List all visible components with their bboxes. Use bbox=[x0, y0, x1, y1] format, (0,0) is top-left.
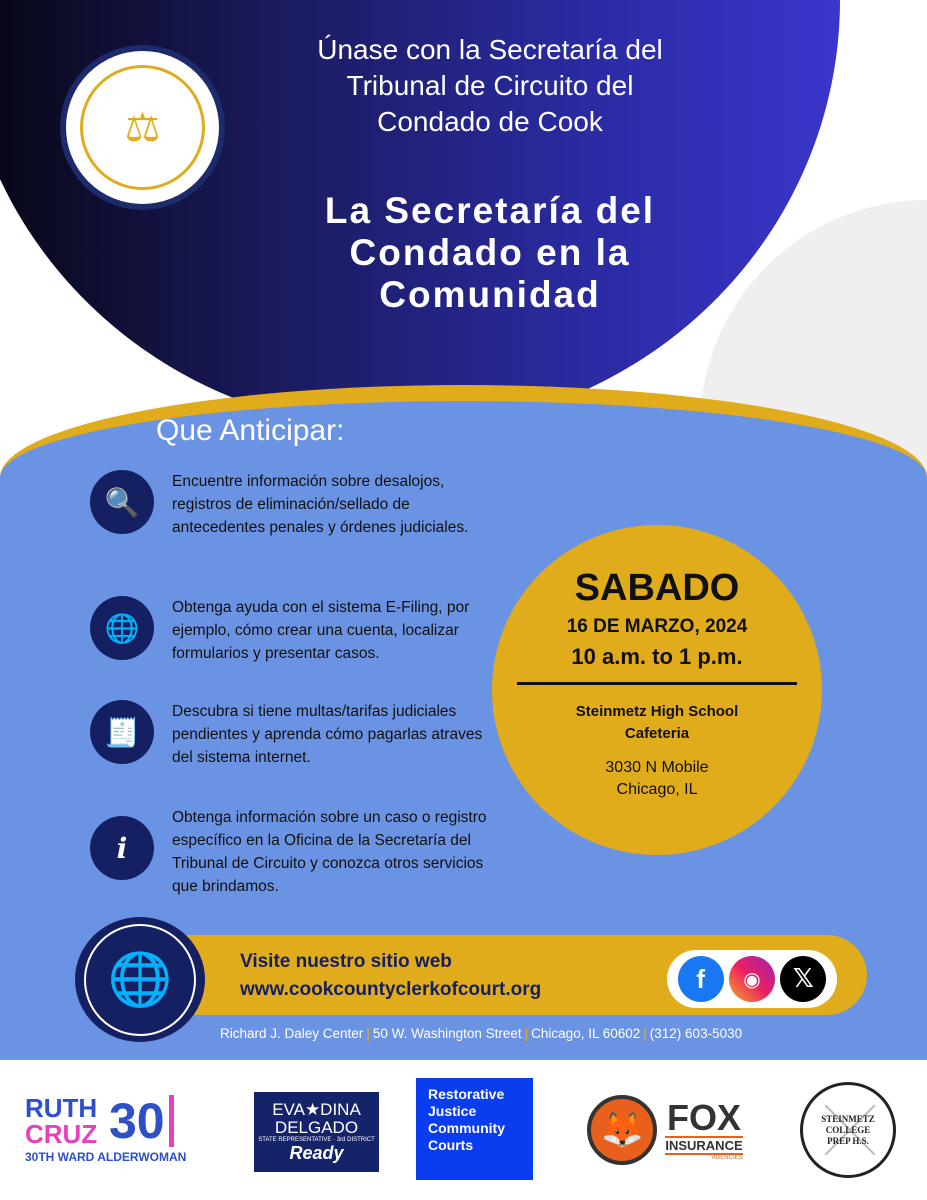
logo-text: FOX bbox=[666, 1096, 741, 1138]
event-address: 3030 N Mobile bbox=[605, 759, 709, 776]
section-heading: Que Anticipar: bbox=[156, 414, 345, 447]
venue: Steinmetz High School bbox=[575, 703, 739, 720]
address-part: Richard J. Daley Center bbox=[220, 1026, 364, 1041]
item-text: Obtenga ayuda con el sistema E-Filing, por ejemplo, cómo crear una cuenta, localizar formularios y presentar casos. bbox=[172, 599, 470, 662]
title-line: La Secretaría del bbox=[324, 190, 656, 231]
subtitle-line: Únase con la Secretaría del bbox=[317, 34, 663, 65]
list-item bbox=[90, 806, 490, 898]
facebook-icon[interactable]: f bbox=[678, 956, 724, 1002]
event-details bbox=[492, 525, 822, 855]
divider bbox=[517, 682, 797, 685]
event-date: 16 DE MARZO, 2024 bbox=[566, 616, 748, 637]
search-document-icon: 🔍 bbox=[90, 470, 154, 534]
x-icon[interactable]: 𝕏 bbox=[780, 956, 826, 1002]
logo-text: 30TH WARD ALDERWOMAN bbox=[25, 1150, 187, 1164]
list-item bbox=[90, 596, 490, 665]
phone-number: (312) 603-5030 bbox=[649, 1026, 743, 1041]
eva-dina-delgado-logo: EVA★DINA DELGADO STATE REPRESENTATIVE · 3rd DISTRICT Ready bbox=[254, 1092, 379, 1172]
title-line: Condado en la bbox=[349, 232, 631, 273]
page-title bbox=[230, 190, 750, 316]
scales-of-justice-icon: ⚖ bbox=[80, 65, 205, 190]
logo-text: RUTH CRUZ bbox=[25, 1093, 98, 1149]
social-links bbox=[667, 950, 837, 1008]
address-part: Chicago, IL 60602 bbox=[531, 1026, 641, 1041]
invoice-payment-icon: 🧾 bbox=[90, 700, 154, 764]
logo-30: 30 bbox=[109, 1095, 174, 1147]
logo-text: Ready bbox=[289, 1142, 344, 1163]
subtitle-line: Condado de Cook bbox=[377, 106, 603, 137]
subtitle bbox=[250, 32, 730, 140]
logo-text: INSURANCE bbox=[665, 1137, 743, 1153]
title-line: Comunidad bbox=[379, 274, 601, 315]
logo-text: STATE REPRESENTATIVE · 3rd DISTRICT bbox=[258, 1136, 375, 1143]
website-link[interactable]: www.cookcountyclerkofcourt.org bbox=[240, 979, 542, 1000]
event-day: SABADO bbox=[574, 567, 740, 609]
globe-cursor-icon: 🌐 bbox=[75, 917, 205, 1042]
web-document-icon: 🌐 bbox=[90, 596, 154, 660]
circuit-court-seal-logo bbox=[60, 45, 225, 210]
item-text: Descubra si tiene multas/tarifas judiciales pendientes y aprenda cómo pagarlas atraves del sistema internet. bbox=[172, 703, 483, 766]
item-text: Encuentre información sobre desalojos, registros de eliminación/sellado de antecedentes penales y órdenes judiciales. bbox=[172, 473, 469, 536]
list-item bbox=[90, 700, 490, 769]
logo-text: STEINMETZ COLLEGE PREP H.S. bbox=[821, 1113, 875, 1146]
info-icon: i bbox=[90, 816, 154, 880]
subtitle-line: Tribunal de Circuito del bbox=[346, 70, 634, 101]
event-time: 10 a.m. to 1 p.m. bbox=[571, 644, 743, 669]
office-address: Richard J. Daley Center | 50 W. Washington Street | Chicago, IL 60602 | (312) 603-5030 bbox=[220, 1026, 743, 1041]
instagram-icon[interactable]: ◉ bbox=[729, 956, 775, 1002]
steinmetz-seal-logo bbox=[800, 1082, 896, 1178]
fox-insurance-logo bbox=[570, 1080, 760, 1180]
restorative-justice-logo bbox=[416, 1078, 533, 1180]
list-item bbox=[90, 470, 490, 539]
venue: Cafeteria bbox=[624, 725, 690, 742]
website-label: Visite nuestro sitio web bbox=[240, 951, 452, 972]
address-part: 50 W. Washington Street bbox=[372, 1026, 522, 1041]
logo-text: AGENCIES bbox=[711, 1154, 743, 1161]
logo-text: Restorative Justice Community Courts bbox=[428, 1086, 505, 1153]
event-address: Chicago, IL bbox=[616, 781, 698, 798]
fox-icon: 🦊 bbox=[587, 1095, 657, 1165]
ruth-cruz-logo bbox=[25, 1080, 215, 1180]
item-text: Obtenga información sobre un caso o registro específico en la Oficina de la Secretaría del Tribunal de Circuito y conozca otros servicios que brindamos. bbox=[172, 809, 487, 895]
